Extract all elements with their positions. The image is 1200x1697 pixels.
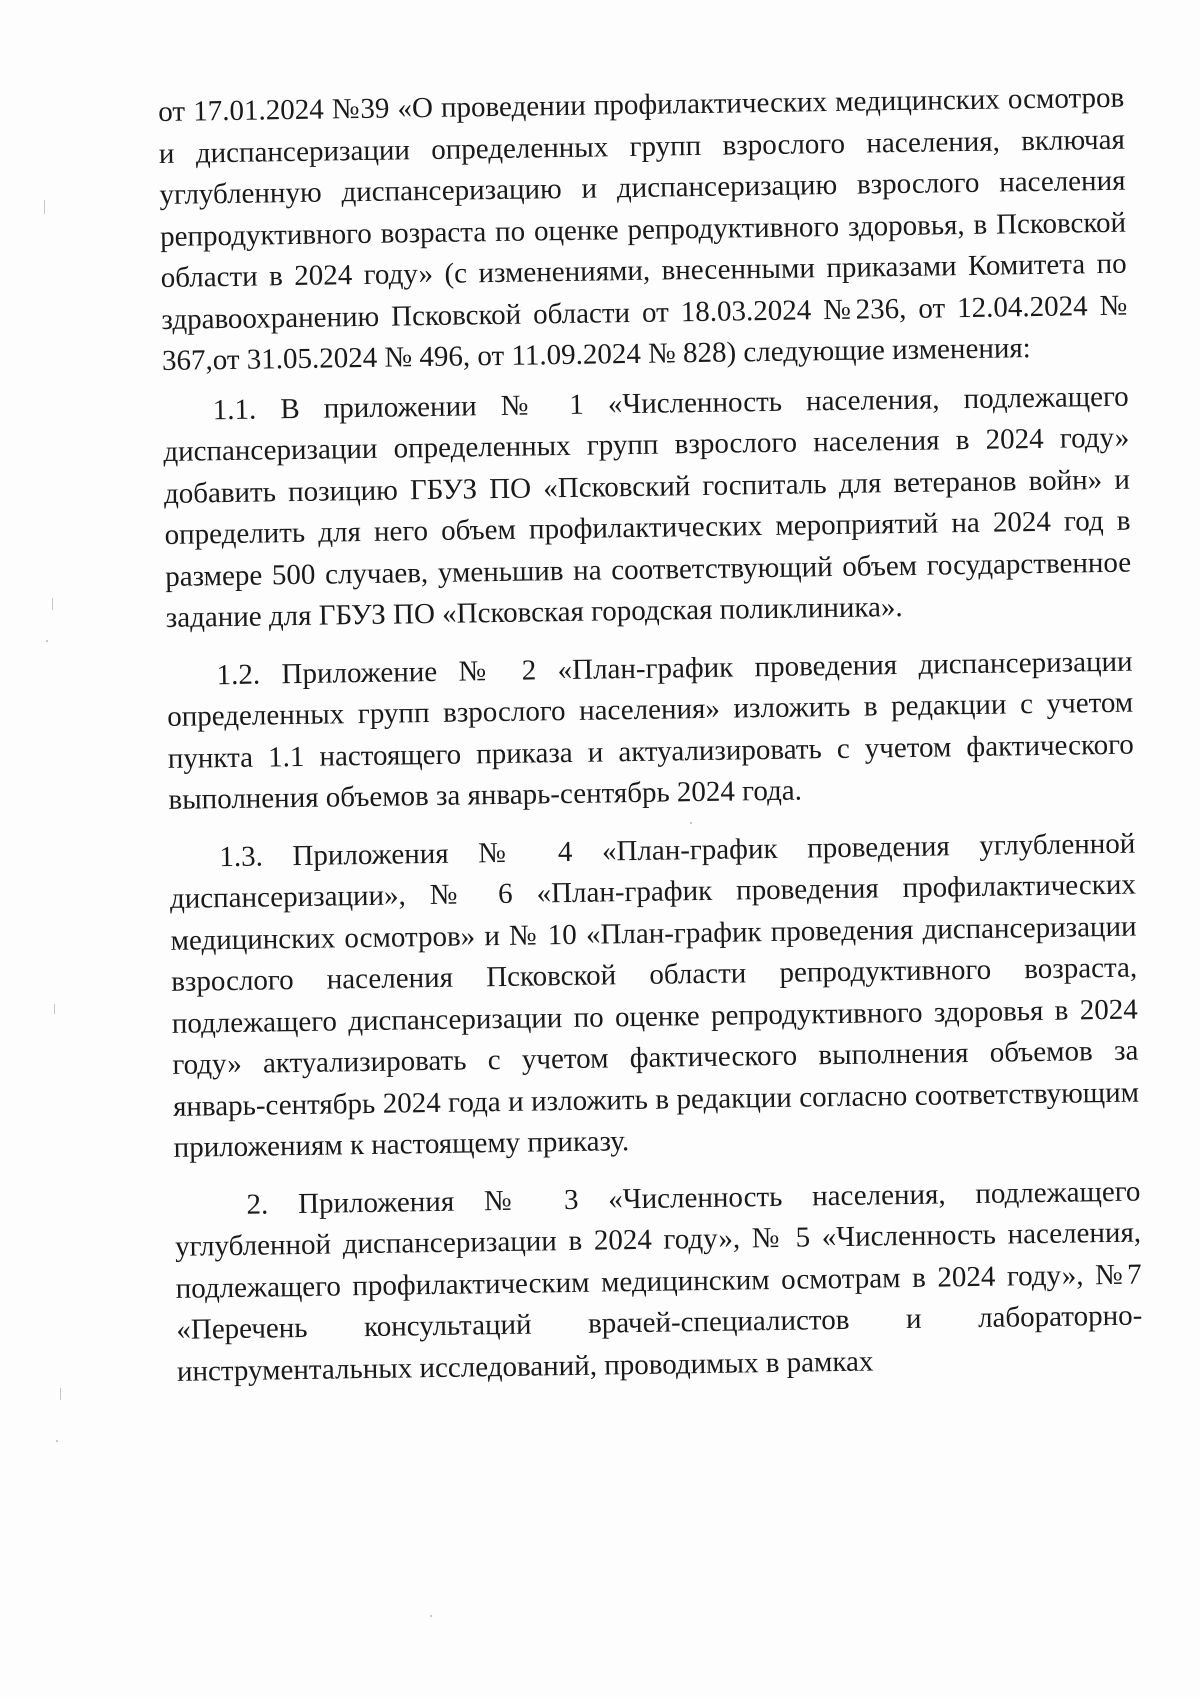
scan-artifact bbox=[52, 598, 53, 610]
scan-artifact bbox=[54, 1004, 55, 1014]
document-body bbox=[158, 78, 1143, 1393]
paragraph-item-1-1: 1.1. В приложении № 1 «Численность населения, подлежащего диспансеризации определенных групп взрослого населения в 2024 году» добавить позицию ГБУЗ ПО «Псковский госпиталь для ветеранов войн» и определить для него объем профилактических мероприятий на 2024 год в размере 500 случаев, уменьшив на соответствующий объем государственное задание для ГБУЗ ПО «Псковская городская поликлиника». bbox=[163, 380, 1132, 634]
scan-artifact bbox=[44, 200, 45, 214]
paragraph-item-1-3: 1.3. Приложения № 4 «План-график проведения углубленной диспансеризации», № 6 «План-график проведения профилактических медицинских осмотров» и № 10 «План-график проведения диспансеризации взрослого населения Псковской области репродуктивного возраста, подлежащего диспансеризации по оценке репродуктивного здоровья в 2024 году» актуализировать с учетом фактического выполнения объемов за январь-сентябрь 2024 года и изложить в редакции согласно соответствующим приложениям к настоящему приказу. bbox=[169, 827, 1140, 1164]
paragraph-item-2: 2. Приложения № 3 «Численность населения, подлежащего углубленной диспансеризации в 2024 году», № 5 «Численность населения, подлежащего профилактическим медицинским осмотрам в 2024 году», №7 «Перечень консультаций врачей-специалистов и лабораторно-инструментальных исследований, проводимых в рамках bbox=[174, 1175, 1143, 1388]
scan-artifact bbox=[56, 1440, 58, 1442]
paragraph-item-1-2: 1.2. Приложение № 2 «План-график проведения диспансеризации определенных групп взрослого населения» изложить в редакции с учетом пункта 1.1 настоящего приказа и актуализировать с учетом фактического выполнения объемов за январь-сентябрь 2024 года. bbox=[167, 645, 1135, 816]
paragraph-intro-continued: от 17.01.2024 №39 «О проведении профилактических медицинских осмотров и диспансеризации определенных групп взрослого населения, включая углубленную диспансеризацию и диспансеризацию взрослого населения репродуктивного возраста по оценке репродуктивного здоровья, в Псковской области в 2024 году» (с изменениями, внесенными приказами Комитета по здравоохранению Псковской области от 18.03.2024 №236, от 12.04.2024 № 367,от 31.05.2024 № 496, от 11.09.2024 № 828) следующие изменения: bbox=[158, 81, 1128, 377]
scan-artifact bbox=[430, 1615, 432, 1617]
scan-artifact bbox=[60, 1388, 61, 1400]
scan-artifact bbox=[46, 640, 48, 642]
